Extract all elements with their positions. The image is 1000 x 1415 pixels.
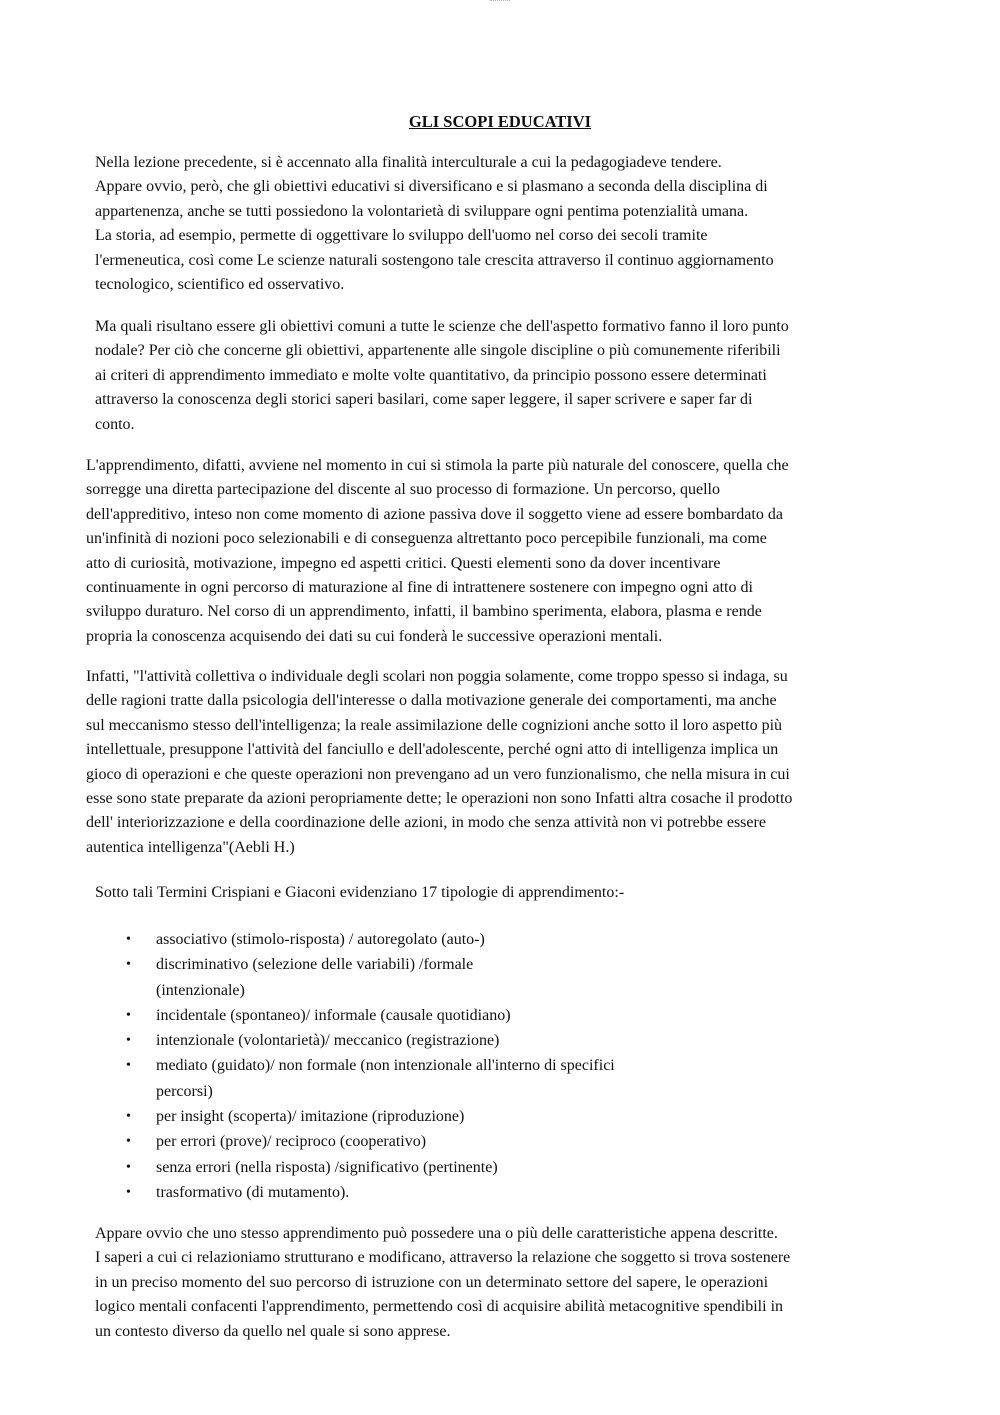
text-line: in un preciso momento del suo percorso di istruzione con un determinato settore del sapere, le operazioni — [95, 1273, 769, 1291]
paragraph-common-objectives — [95, 315, 910, 437]
bullet-icon: • — [126, 1109, 131, 1125]
text-line: dell' interiorizzazione e della coordinazione delle azioni, in modo che senza attività non vi potrebbe essere — [86, 814, 766, 832]
text-line: un'infinità di nozioni poco selezionabili e di conseguenza altrettanto poco percepibile funzionali, ma come — [86, 530, 767, 548]
text-line: un contesto diverso da quello nel quale si sono apprese. — [95, 1322, 451, 1340]
bullet-icon: • — [126, 1134, 131, 1150]
paragraph-intro — [95, 151, 910, 297]
text-line: ai criteri di apprendimento immediato e molte volte quantitativo, da principio possono essere determinati — [95, 366, 767, 384]
text-line: appartenenza, anche se tutti possiedono la volontarietà di sviluppare ogni pentima potenzialità umana. — [95, 202, 749, 220]
list-item-text: intenzionale (volontarietà)/ meccanico (registrazione) — [156, 1032, 500, 1050]
text-line: sorregge una diretta partecipazione del discente al suo processo di formazione. Un percorso, quello — [86, 481, 720, 499]
text-line: dell'appreditivo, inteso non come momento di azione passiva dove il soggetto viene ad essere bombardato da — [86, 505, 783, 523]
list-item-text: associativo (stimolo-risposta) / autoregolato (auto-) — [156, 931, 485, 948]
list-item-text: mediato (guidato)/ non formale (non intenzionale all'interno di specifici — [156, 1057, 615, 1075]
text-line: gioco di operazioni e che queste operazioni non prevengano ad un vero funzionalismo, che nella misura in cui — [86, 765, 790, 783]
text-line: I saperi a cui ci relazioniamo strutturano e modificano, attraverso la relazione che soggetto si trova sostenere — [95, 1249, 791, 1267]
text-line: L'apprendimento, difatti, avviene nel momento in cui si stimola la parte più naturale del conoscere, quella che — [86, 457, 789, 474]
text-line: propria la conoscenza acquisendo dei dati su cui fonderà le successive operazioni mentali. — [86, 627, 663, 645]
bullet-icon: • — [126, 1184, 131, 1200]
text-line: esse sono state preparate da azioni peropriamente dette; le operazioni non sono Infatti altra cosache il prodotto — [86, 790, 793, 808]
list-item — [126, 1003, 746, 1028]
learning-typologies-list — [126, 927, 746, 1205]
list-item-text: (intenzionale) — [156, 981, 245, 999]
list-item — [126, 927, 746, 952]
text-line: intellettuale, presuppone l'attività del fanciullo e dell'adolescente, perché ogni atto di intelligenza implica un — [86, 741, 779, 759]
list-item-text: trasformativo (di mutamento). — [156, 1183, 350, 1201]
page-title: GLI SCOPI EDUCATIVI — [408, 112, 592, 131]
header-mark — [490, 0, 510, 3]
text-line: tecnologico, scientifico ed osservativo. — [95, 276, 345, 294]
list-item-text: per errori (prove)/ reciproco (cooperativo) — [156, 1133, 427, 1151]
text-line: continuamente in ogni percorso di maturazione al fine di intrattenere sostenere con impegno ogni atto di — [86, 579, 753, 597]
list-item-text: senza errori (nella risposta) /significativo (pertinente) — [156, 1158, 498, 1176]
list-item-text: incidentale (spontaneo)/ informale (causale quotidiano) — [156, 1006, 511, 1024]
text-line: nodale? Per ciò che concerne gli obiettivi, appartenente alle singole discipline o più comunemente riferibili — [95, 342, 781, 360]
list-item — [126, 1155, 746, 1180]
text-line: attraverso la conoscenza degli storici saperi basilari, come saper leggere, il saper scrivere e saper far di — [95, 391, 753, 409]
bullet-icon: • — [126, 1007, 131, 1023]
text-line: sul meccanismo stesso dell'intelligenza; la reale assimilazione delle cognizioni anche sotto il loro aspetto più — [86, 716, 783, 734]
list-item — [126, 1129, 746, 1154]
bullet-icon: • — [126, 1058, 131, 1074]
list-item-text: per insight (scoperta)/ imitazione (riproduzione) — [156, 1108, 465, 1126]
text-line: Infatti, "l'attività collettiva o individuale degli scolari non poggia solamente, come troppo spesso si indaga, su — [86, 668, 788, 685]
paragraph-typologies-intro — [95, 881, 910, 905]
paragraph-learning — [86, 454, 911, 649]
text-line: Ma quali risultano essere gli obiettivi comuni a tutte le scienze che dell'aspetto formativo fanno il loro punto — [95, 318, 789, 335]
list-item — [126, 1180, 746, 1205]
text-line: Sotto tali Termini Crispiani e Giaconi evidenziano 17 tipologie di apprendimento:- — [95, 884, 625, 901]
bullet-icon: • — [126, 1033, 131, 1049]
list-item — [126, 1104, 746, 1129]
text-line: logico mentali confacenti l'apprendimento, permettendo così di acquisire abilità metacognitive spendibili in — [95, 1298, 784, 1316]
list-item — [126, 1053, 746, 1104]
text-line: sviluppo duraturo. Nel corso di un apprendimento, infatti, il bambino sperimenta, elabora, plasma e rende — [86, 603, 762, 621]
text-line: Appare ovvio, però, che gli obiettivi educativi si diversificano e si plasmano a seconda della disciplina di — [95, 178, 768, 196]
text-line: Nella lezione precedente, si è accennato alla finalità interculturale a cui la pedagogiadeve tendere. — [95, 154, 722, 171]
list-item-text: percorsi) — [156, 1082, 213, 1100]
text-line: Appare ovvio che uno stesso apprendimento può possedere una o più delle caratteristiche appena descritte. — [95, 1225, 778, 1242]
text-line: l'ermeneutica, così come Le scienze naturali sostengono tale crescita attraverso il continuo aggiornamento — [95, 251, 774, 269]
list-item-text: discriminativo (selezione delle variabili) /formale — [156, 956, 474, 974]
text-line: atto di curiosità, motivazione, impegno ed aspetti critici. Questi elementi sono da dover incentivare — [86, 554, 721, 572]
text-line: La storia, ad esempio, permette di oggettivare lo sviluppo dell'uomo nel corso dei secoli tramite — [95, 227, 708, 245]
bullet-icon: • — [126, 1159, 131, 1175]
list-item — [126, 1028, 746, 1053]
paragraph-conclusion — [95, 1222, 910, 1344]
bullet-icon: • — [126, 932, 131, 947]
paragraph-quote — [86, 665, 911, 860]
bullet-icon: • — [126, 957, 131, 973]
list-item — [126, 952, 746, 1003]
text-line: conto. — [95, 415, 135, 433]
text-line: delle ragioni tratte dalla psicologia dell'interesse o dalla motivazione generale dei comportamenti, ma anche — [86, 692, 777, 710]
text-line: autentica intelligenza"(Aebli H.) — [86, 838, 295, 856]
